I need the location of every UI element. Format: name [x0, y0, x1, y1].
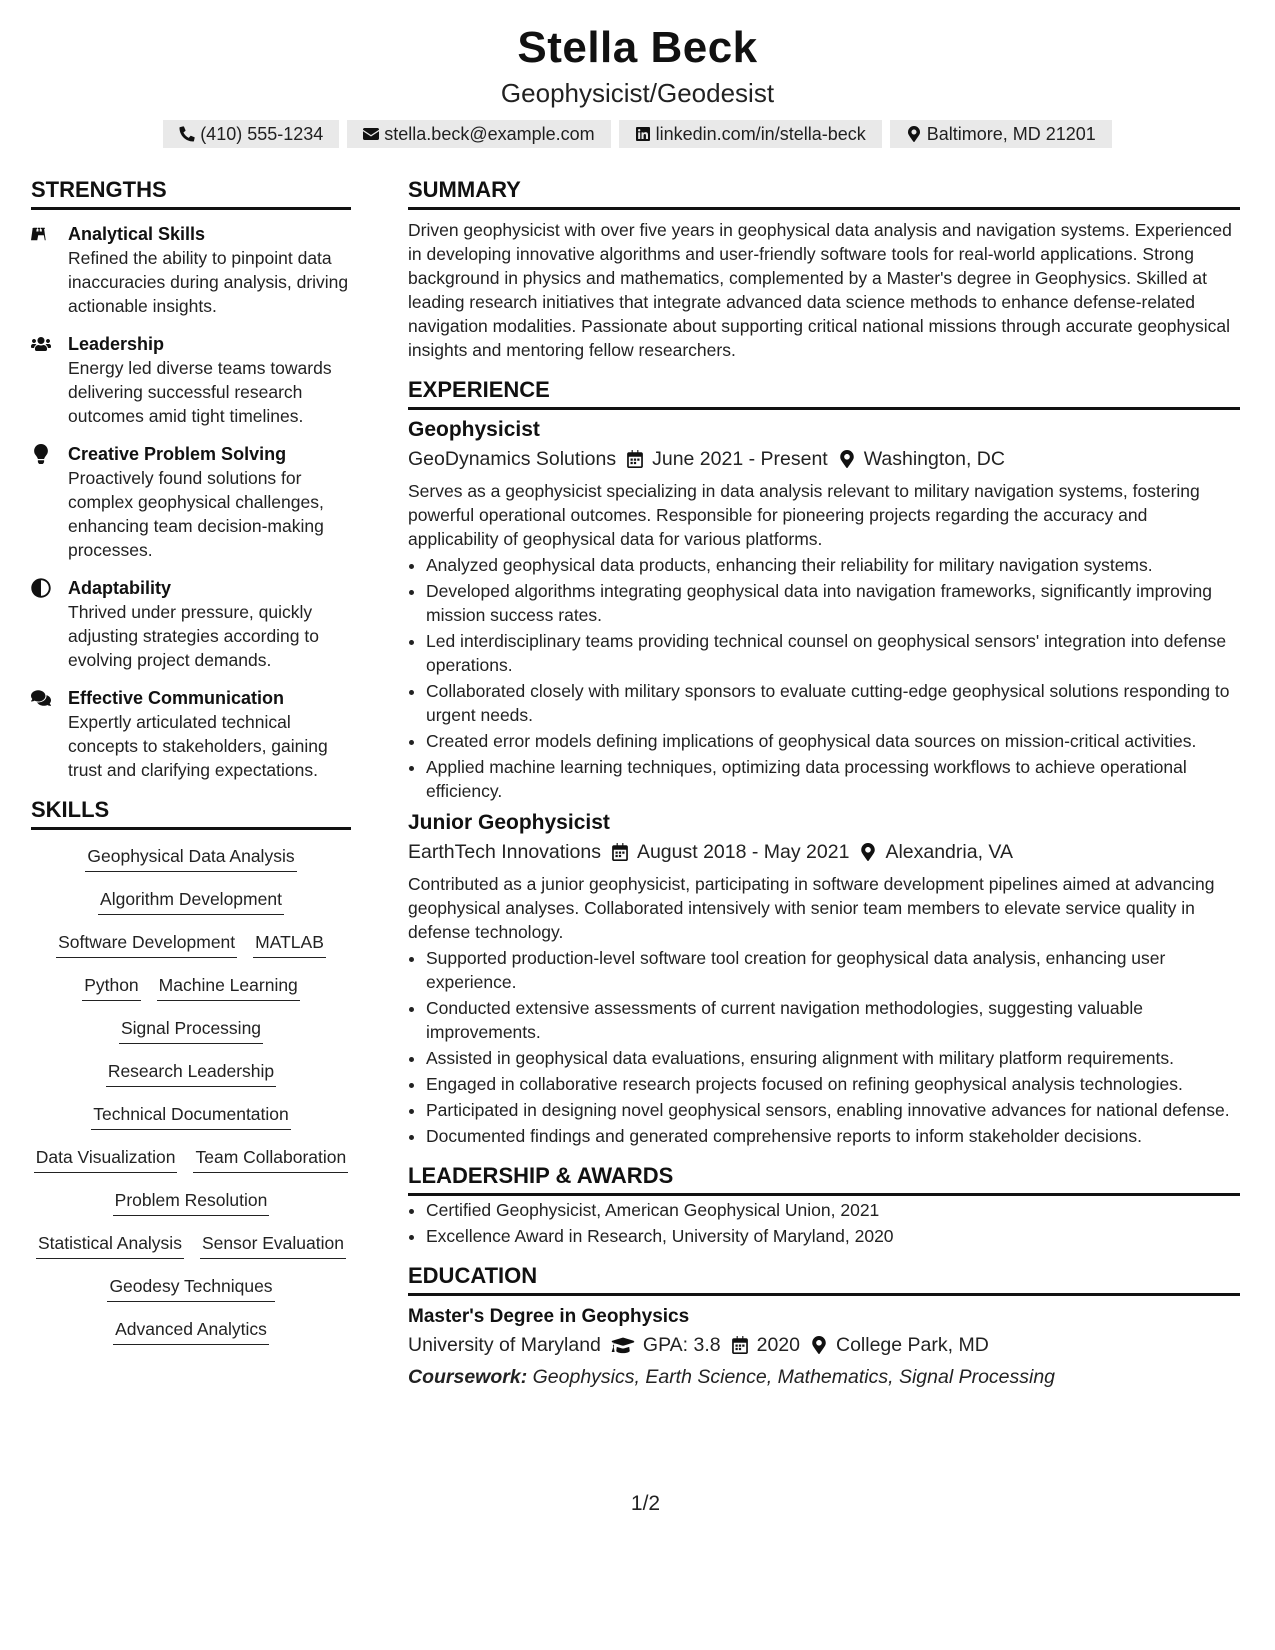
- skills-heading: SKILLS: [31, 796, 351, 830]
- job-role: Geophysicist: [408, 418, 540, 441]
- page-number: 1/2: [630, 1492, 661, 1515]
- graduation-year: 2020: [756, 1334, 800, 1356]
- skill-tag: Machine Learning: [157, 969, 300, 1001]
- strength-name: Effective Communication: [68, 688, 285, 708]
- map-pin-icon: [906, 126, 922, 142]
- strengths-heading: STRENGTHS: [31, 176, 351, 210]
- skill-tag: Geophysical Data Analysis: [85, 840, 296, 872]
- job-entry: [408, 416, 1240, 803]
- skills-list: [31, 840, 351, 1356]
- job-description: Contributed as a junior geophysicist, participating in software development pipelines aimed at advancing geophysical analyses. Collaborated intensively with senior team members to elevate service quality in defense technology.: [408, 874, 1215, 942]
- list-item: • Created error models defining implications of geophysical data sources on mission-critical activities.: [426, 729, 1240, 753]
- strength-item: [31, 576, 351, 672]
- strength-name: Adaptability: [68, 578, 172, 598]
- skill-tag: Algorithm Development: [98, 883, 284, 915]
- strengths-list: [31, 222, 351, 782]
- skill-tag: MATLAB: [253, 926, 326, 958]
- skill-tag: Software Development: [56, 926, 237, 958]
- skill-tag: Research Leadership: [106, 1055, 276, 1087]
- contact-email[interactable]: [347, 120, 610, 148]
- summary-heading: SUMMARY: [408, 176, 1240, 210]
- strength-desc: Thrived under pressure, quickly adjusting strategies according to evolving project demands.: [68, 602, 319, 670]
- skill-tag: Signal Processing: [119, 1012, 263, 1044]
- skill-tag: Sensor Evaluation: [200, 1227, 346, 1259]
- location-text: Baltimore, MD 21201: [926, 124, 1096, 144]
- phone-text: (410) 555-1234: [200, 124, 324, 144]
- skill-tag: Python: [82, 969, 140, 1001]
- strength-name: Leadership: [68, 334, 165, 354]
- skill-tag: Statistical Analysis: [36, 1227, 184, 1259]
- coursework: [408, 1363, 1240, 1391]
- calendar-icon: [731, 1336, 749, 1354]
- list-item: • Engaged in collaborative research projects focused on refining geophysical analysis technologies.: [426, 1072, 1240, 1096]
- experience-heading: EXPERIENCE: [408, 376, 1240, 410]
- school-location: College Park, MD: [835, 1334, 989, 1356]
- contact-bar: [0, 120, 1275, 148]
- contact-linkedin[interactable]: [619, 120, 882, 148]
- job-title: Geophysicist/Geodesist: [500, 78, 775, 108]
- skill-tag: Problem Resolution: [113, 1184, 270, 1216]
- strength-item: [31, 686, 351, 782]
- list-item: • Assisted in geophysical data evaluations, ensuring alignment with military platform requirements.: [426, 1046, 1240, 1070]
- job-bullets: [408, 553, 1240, 803]
- list-item: • Certified Geophysicist, American Geophysical Union, 2021: [426, 1198, 1240, 1222]
- list-item: • Led interdisciplinary teams providing technical counsel on geophysical sensors' integration into defense operations.: [426, 629, 1240, 677]
- linkedin-icon: [635, 126, 651, 142]
- gpa-text: GPA: 3.8: [642, 1334, 721, 1356]
- calendar-icon: [611, 843, 629, 861]
- graduation-cap-icon: [611, 1336, 635, 1354]
- job-meta: [408, 838, 1240, 866]
- strength-name: Analytical Skills: [68, 224, 206, 244]
- job-entry: [408, 809, 1240, 1148]
- calendar-icon: [626, 450, 644, 468]
- list-item: • Collaborated closely with military sponsors to evaluate cutting-edge geophysical solutions responding to urgent needs.: [426, 679, 1240, 727]
- education-heading: EDUCATION: [408, 1262, 1240, 1296]
- strength-item: [31, 442, 351, 562]
- envelope-icon: [363, 126, 379, 142]
- list-item: • Applied machine learning techniques, optimizing data processing workflows to achieve operational efficiency.: [426, 755, 1240, 803]
- linkedin-text: linkedin.com/in/stella-beck: [655, 124, 866, 144]
- list-item: • Excellence Award in Research, University of Maryland, 2020: [426, 1224, 1240, 1248]
- degree-name: Master's Degree in Geophysics: [408, 1306, 690, 1327]
- job-description: Serves as a geophysicist specializing in data analysis relevant to military navigation systems, fostering powerful operational outcomes. Responsible for pioneering projects regarding the accuracy and applicability of geophysical data for various platforms.: [408, 481, 1200, 549]
- awards-list: [408, 1198, 1240, 1248]
- list-item: • Conducted extensive assessments of current navigation methodologies, suggesting valuable improvements.: [426, 996, 1240, 1044]
- job-dates: August 2018 - May 2021: [636, 841, 850, 863]
- right-column: [408, 176, 1240, 1391]
- education-meta: [408, 1331, 1240, 1359]
- company-name: GeoDynamics Solutions: [408, 448, 617, 470]
- coursework-text: Geophysics, Earth Science, Mathematics, Signal Processing: [532, 1366, 1056, 1388]
- list-item: • Participated in designing novel geophysical sensors, enabling innovative advances for national defense.: [426, 1098, 1240, 1122]
- map-pin-icon: [838, 450, 856, 468]
- phone-icon: [179, 126, 195, 142]
- list-item: • Documented findings and generated comprehensive reports to inform stakeholder decisions.: [426, 1124, 1240, 1148]
- skill-tag: Advanced Analytics: [113, 1313, 269, 1345]
- strength-item: [31, 222, 351, 318]
- skill-tag: Data Visualization: [34, 1141, 178, 1173]
- contact-location: [890, 120, 1112, 148]
- skill-tag: Geodesy Techniques: [107, 1270, 274, 1302]
- strength-desc: Proactively found solutions for complex geophysical challenges, enhancing team decision-making processes.: [68, 468, 324, 560]
- resume-header: [0, 0, 1275, 148]
- comments-icon: [31, 688, 51, 708]
- lightbulb-icon: [31, 444, 51, 464]
- adjust-icon: [31, 578, 51, 598]
- job-location: Alexandria, VA: [885, 841, 1013, 863]
- users-icon: [31, 334, 51, 354]
- strength-desc: Energy led diverse teams towards delivering successful research outcomes amid tight timelines.: [68, 358, 332, 426]
- list-item: • Supported production-level software tool creation for geophysical data analysis, enhancing user experience.: [426, 946, 1240, 994]
- strength-name: Creative Problem Solving: [68, 444, 287, 464]
- awards-heading: LEADERSHIP & AWARDS: [408, 1162, 1240, 1196]
- strength-desc: Expertly articulated technical concepts to stakeholders, gaining trust and clarifying expectations.: [68, 712, 328, 780]
- candidate-name: Stella Beck: [517, 23, 758, 72]
- job-meta: [408, 445, 1240, 473]
- list-item: • Developed algorithms integrating geophysical data into navigation frameworks, significantly improving mission success rates.: [426, 579, 1240, 627]
- job-dates: June 2021 - Present: [652, 448, 828, 470]
- email-text: stella.beck@example.com: [384, 124, 595, 144]
- binoculars-icon: [31, 224, 51, 244]
- job-bullets: [408, 946, 1240, 1148]
- map-pin-icon: [810, 1336, 828, 1354]
- list-item: • Analyzed geophysical data products, enhancing their reliability for military navigation systems.: [426, 553, 1240, 577]
- strength-desc: Refined the ability to pinpoint data inaccuracies during analysis, driving actionable insights.: [68, 248, 349, 316]
- skill-tag: Technical Documentation: [91, 1098, 291, 1130]
- job-location: Washington, DC: [863, 448, 1005, 470]
- school-name: University of Maryland: [408, 1334, 601, 1356]
- map-pin-icon: [859, 843, 877, 861]
- contact-phone[interactable]: [163, 120, 339, 148]
- left-column: [31, 176, 351, 1391]
- company-name: EarthTech Innovations: [408, 841, 601, 863]
- skill-tag: Team Collaboration: [193, 1141, 348, 1173]
- coursework-label: Coursework:: [408, 1366, 528, 1388]
- job-role: Junior Geophysicist: [408, 811, 610, 834]
- summary-text: Driven geophysicist with over five years in geophysical data analysis and navigation systems. Experienced in developing innovative algorithms and user-friendly software tools for real-world applications. Strong background in physics and mathematics, complemented by a Master's degree in Geophysics. Skilled at leading research initiatives that integrate advanced data science methods to enhance defense-related navigation modalities. Passionate about supporting critical national missions through accurate geophysical insights and mentoring fellow researchers.: [408, 220, 1232, 360]
- strength-item: [31, 332, 351, 428]
